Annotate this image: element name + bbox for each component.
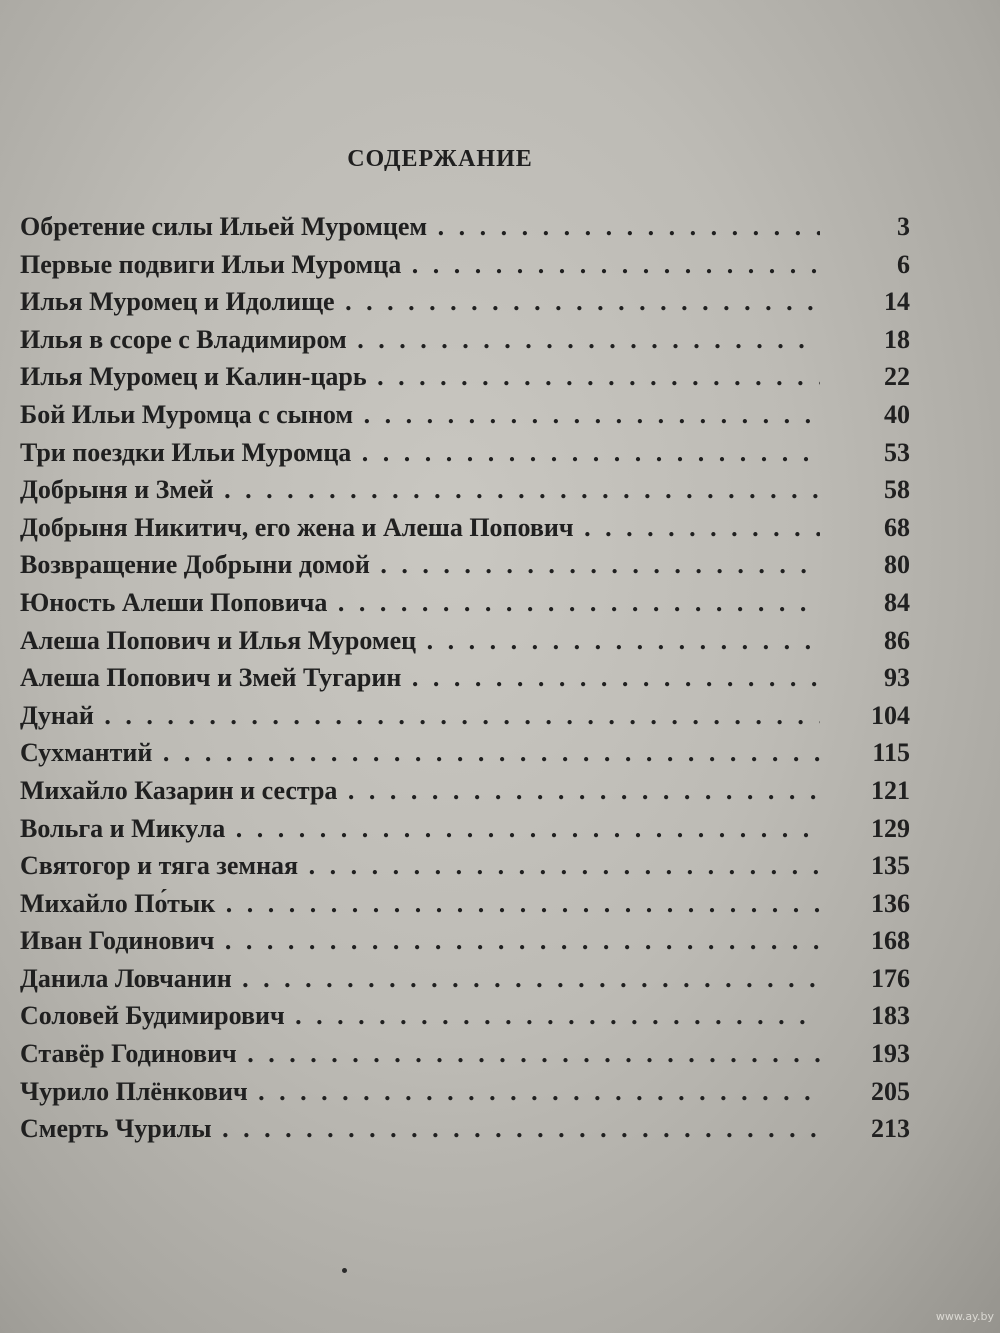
page-title: СОДЕРЖАНИЕ xyxy=(347,146,533,172)
page-number: 168 xyxy=(871,926,910,956)
page-number: 193 xyxy=(871,1039,910,1069)
entry-title: Вольга и Микула . . xyxy=(20,814,820,844)
list-item xyxy=(20,624,910,662)
page-number: 53 xyxy=(884,437,910,467)
entry-title: Смерть Чурилы . . xyxy=(20,1114,820,1144)
entry-title: Данила Ловчанин . . xyxy=(20,964,820,994)
list-item xyxy=(20,962,910,1000)
entry-title: Алеша Попович и Илья Муромец . . xyxy=(20,626,820,656)
watermark-text: www.ay.by xyxy=(935,1310,994,1323)
entry-title: Михайло По́тык . . xyxy=(20,889,820,919)
page-number: 14 xyxy=(884,287,910,317)
list-item xyxy=(20,924,910,962)
list-item xyxy=(20,323,910,361)
footer-mark xyxy=(342,1268,347,1273)
list-item xyxy=(20,398,910,436)
list-item xyxy=(20,1037,910,1075)
page-number: 183 xyxy=(871,1001,910,1031)
list-item xyxy=(20,285,910,323)
page-number: 136 xyxy=(871,888,910,918)
entry-title: Чурило Плёнкович . . xyxy=(20,1077,820,1107)
entry-title: Сухмантий . . xyxy=(20,738,820,768)
list-item xyxy=(20,436,910,474)
list-item xyxy=(20,699,910,737)
page-number: 104 xyxy=(871,700,910,730)
list-item xyxy=(20,473,910,511)
page-number: 176 xyxy=(871,963,910,993)
page-number: 84 xyxy=(884,587,910,617)
entry-title: Соловей Будимирович . . xyxy=(20,1001,820,1031)
entry-title: Возвращение Добрыни домой . . xyxy=(20,550,820,580)
entry-title: Дунай . . xyxy=(20,701,820,731)
entry-title: Первые подвиги Ильи Муромца . . xyxy=(20,250,820,280)
entry-title: Михайло Казарин и сестра . . xyxy=(20,776,820,806)
list-item xyxy=(20,661,910,699)
list-item xyxy=(20,511,910,549)
page-number: 6 xyxy=(897,249,910,279)
page-number: 18 xyxy=(884,324,910,354)
entry-title: Обретение силы Ильей Муромцем . . xyxy=(20,212,820,242)
list-item xyxy=(20,1112,910,1150)
entry-title: Юность Алеши Поповича . . xyxy=(20,588,820,618)
entry-title: Три поездки Ильи Муромца . . xyxy=(20,438,820,468)
entry-title: Илья в ссоре с Владимиром . . xyxy=(20,325,820,355)
list-item xyxy=(20,774,910,812)
page-number: 121 xyxy=(871,775,910,805)
page-number: 68 xyxy=(884,512,910,542)
entry-title: Добрыня Никитич, его жена и Алеша Попович . . xyxy=(20,513,820,543)
page-number: 40 xyxy=(884,399,910,429)
page-number: 129 xyxy=(871,813,910,843)
page-number: 58 xyxy=(884,475,910,505)
page-number: 22 xyxy=(884,362,910,392)
list-item xyxy=(20,887,910,925)
list-item xyxy=(20,849,910,887)
entry-title: Бой Ильи Муромца с сыном . . xyxy=(20,400,820,430)
page-number: 3 xyxy=(897,212,910,241)
page-number: 205 xyxy=(871,1076,910,1106)
page-number: 115 xyxy=(872,738,910,768)
list-item xyxy=(20,812,910,850)
list-item xyxy=(20,736,910,774)
list-item xyxy=(20,999,910,1037)
entry-title: Ставёр Годинович . . xyxy=(20,1039,820,1069)
page-number: 93 xyxy=(884,663,910,693)
list-item xyxy=(20,248,910,286)
page-number: 80 xyxy=(884,550,910,580)
list-item xyxy=(20,360,910,398)
page-number: 86 xyxy=(884,625,910,655)
table-of-contents xyxy=(20,210,910,1150)
list-item xyxy=(20,548,910,586)
entry-title: Иван Годинович . . xyxy=(20,926,820,956)
entry-title: Алеша Попович и Змей Тугарин . . xyxy=(20,663,820,693)
entry-title: Добрыня и Змей . . xyxy=(20,475,820,505)
list-item xyxy=(20,586,910,624)
page-number: 213 xyxy=(871,1114,910,1144)
entry-title: Илья Муромец и Калин-царь . . xyxy=(20,362,820,392)
list-item xyxy=(20,1075,910,1113)
page-number: 135 xyxy=(871,851,910,881)
list-item xyxy=(20,210,910,248)
entry-title: Святогор и тяга земная . . xyxy=(20,851,820,881)
entry-title: Илья Муромец и Идолище . . xyxy=(20,287,820,317)
